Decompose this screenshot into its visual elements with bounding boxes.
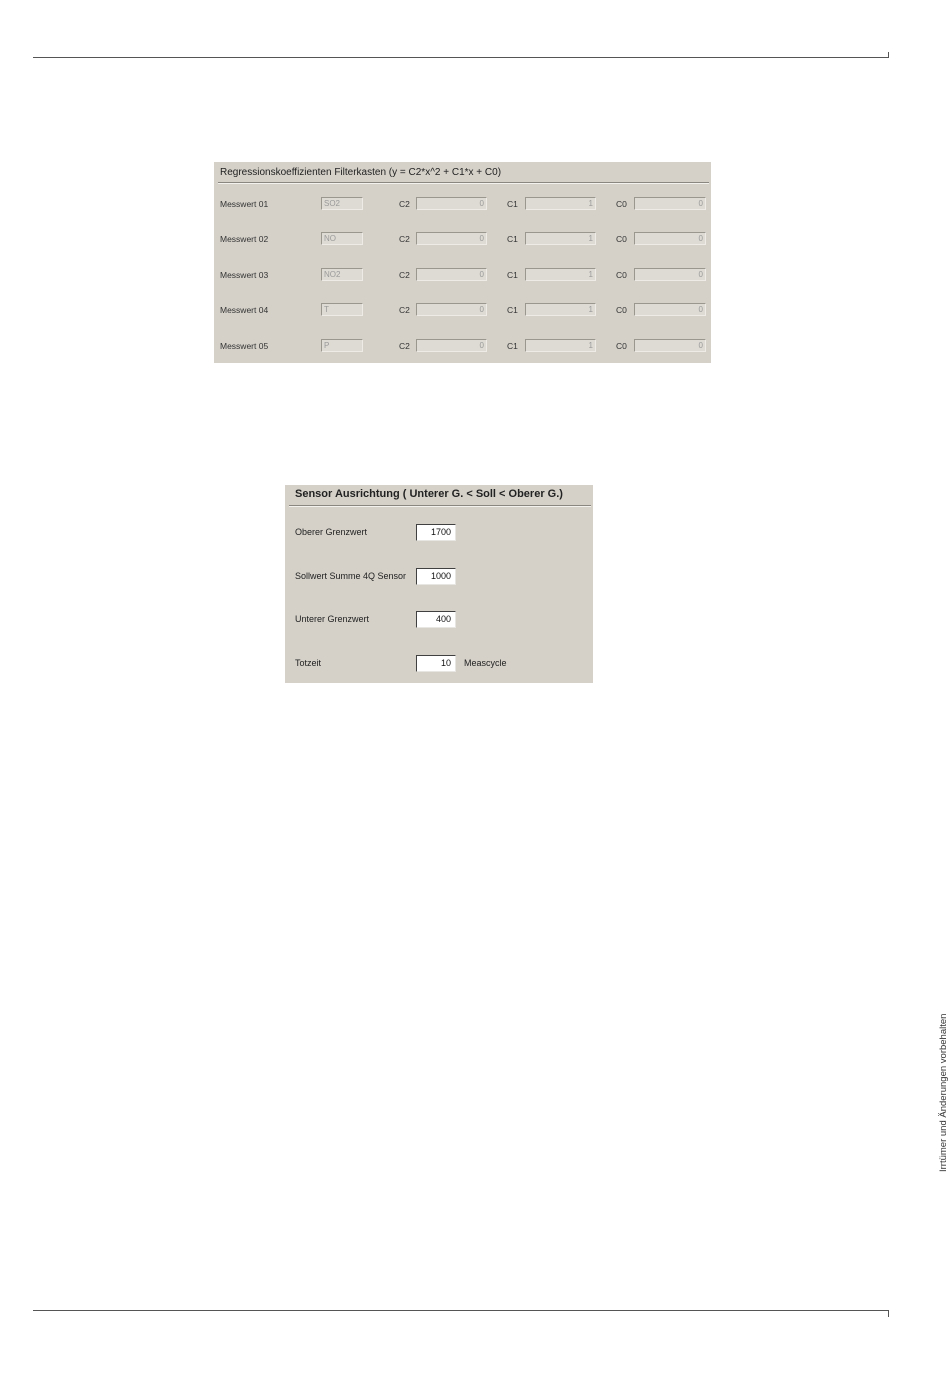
measurement-name-field[interactable]: NO [321, 232, 363, 245]
footer-rule [33, 1310, 889, 1311]
measurement-label: Messwert 02 [220, 234, 269, 244]
c0-label: C0 [616, 270, 627, 280]
c0-label: C0 [616, 341, 627, 351]
measurement-row-01 [214, 196, 711, 212]
header-rule-tick [888, 52, 889, 58]
c0-field[interactable]: 0 [634, 268, 706, 281]
c1-label: C1 [507, 305, 518, 315]
c2-field[interactable]: 0 [416, 339, 487, 352]
c1-field[interactable]: 1 [525, 197, 596, 210]
c2-label: C2 [399, 341, 410, 351]
upper-limit-input[interactable]: 1700 [416, 524, 456, 541]
setpoint-label: Sollwert Summe 4Q Sensor [295, 571, 407, 581]
c0-field[interactable]: 0 [634, 197, 706, 210]
regression-panel-title: Regressionskoeffizienten Filterkasten (y = C2*x^2 + C1*x + C0) [220, 167, 502, 178]
dead-time-row [285, 655, 593, 672]
disclaimer-side-note: Irrtümer und Änderungen vorbehalten [938, 1013, 949, 1172]
lower-limit-row [285, 611, 593, 628]
header-rule [33, 57, 889, 58]
c1-label: C1 [507, 341, 518, 351]
regression-panel-divider [218, 182, 709, 184]
measurement-label: Messwert 03 [220, 270, 269, 280]
footer-rule-tick [888, 1311, 889, 1317]
sensor-panel-title: Sensor Ausrichtung ( Unterer G. < Soll < Oberer G.) [295, 488, 563, 500]
setpoint-input[interactable]: 1000 [416, 568, 456, 585]
sensor-panel-divider [289, 505, 591, 507]
measurement-label: Messwert 01 [220, 199, 269, 209]
c2-label: C2 [399, 234, 410, 244]
lower-limit-input[interactable]: 400 [416, 611, 456, 628]
c2-field[interactable]: 0 [416, 303, 487, 316]
lower-limit-label: Unterer Grenzwert [295, 614, 370, 624]
c1-field[interactable]: 1 [525, 303, 596, 316]
measurement-name-field[interactable]: NO2 [321, 268, 363, 281]
c0-label: C0 [616, 234, 627, 244]
measurement-row-03 [214, 267, 711, 283]
measurement-name-field[interactable]: SO2 [321, 197, 363, 210]
c1-label: C1 [507, 199, 518, 209]
dead-time-unit: Meascycle [464, 658, 507, 668]
c0-label: C0 [616, 199, 627, 209]
c0-field[interactable]: 0 [634, 339, 706, 352]
c2-label: C2 [399, 270, 410, 280]
measurement-label: Messwert 05 [220, 341, 269, 351]
measurement-label: Messwert 04 [220, 305, 269, 315]
c0-field[interactable]: 0 [634, 303, 706, 316]
c2-label: C2 [399, 305, 410, 315]
sensor-alignment-panel [285, 485, 593, 683]
c2-field[interactable]: 0 [416, 197, 487, 210]
regression-coefficients-panel [214, 162, 711, 363]
measurement-row-02 [214, 231, 711, 247]
measurement-row-05 [214, 338, 711, 354]
c1-field[interactable]: 1 [525, 232, 596, 245]
c0-label: C0 [616, 305, 627, 315]
upper-limit-label: Oberer Grenzwert [295, 527, 368, 537]
dead-time-label: Totzeit [295, 658, 322, 668]
c1-field[interactable]: 1 [525, 268, 596, 281]
setpoint-row [285, 568, 593, 585]
c1-label: C1 [507, 270, 518, 280]
measurement-row-04 [214, 302, 711, 318]
upper-limit-row [285, 524, 593, 541]
dead-time-input[interactable]: 10 [416, 655, 456, 672]
measurement-name-field[interactable]: T [321, 303, 363, 316]
c2-field[interactable]: 0 [416, 232, 487, 245]
c2-field[interactable]: 0 [416, 268, 487, 281]
c0-field[interactable]: 0 [634, 232, 706, 245]
c2-label: C2 [399, 199, 410, 209]
c1-field[interactable]: 1 [525, 339, 596, 352]
c1-label: C1 [507, 234, 518, 244]
measurement-name-field[interactable]: P [321, 339, 363, 352]
